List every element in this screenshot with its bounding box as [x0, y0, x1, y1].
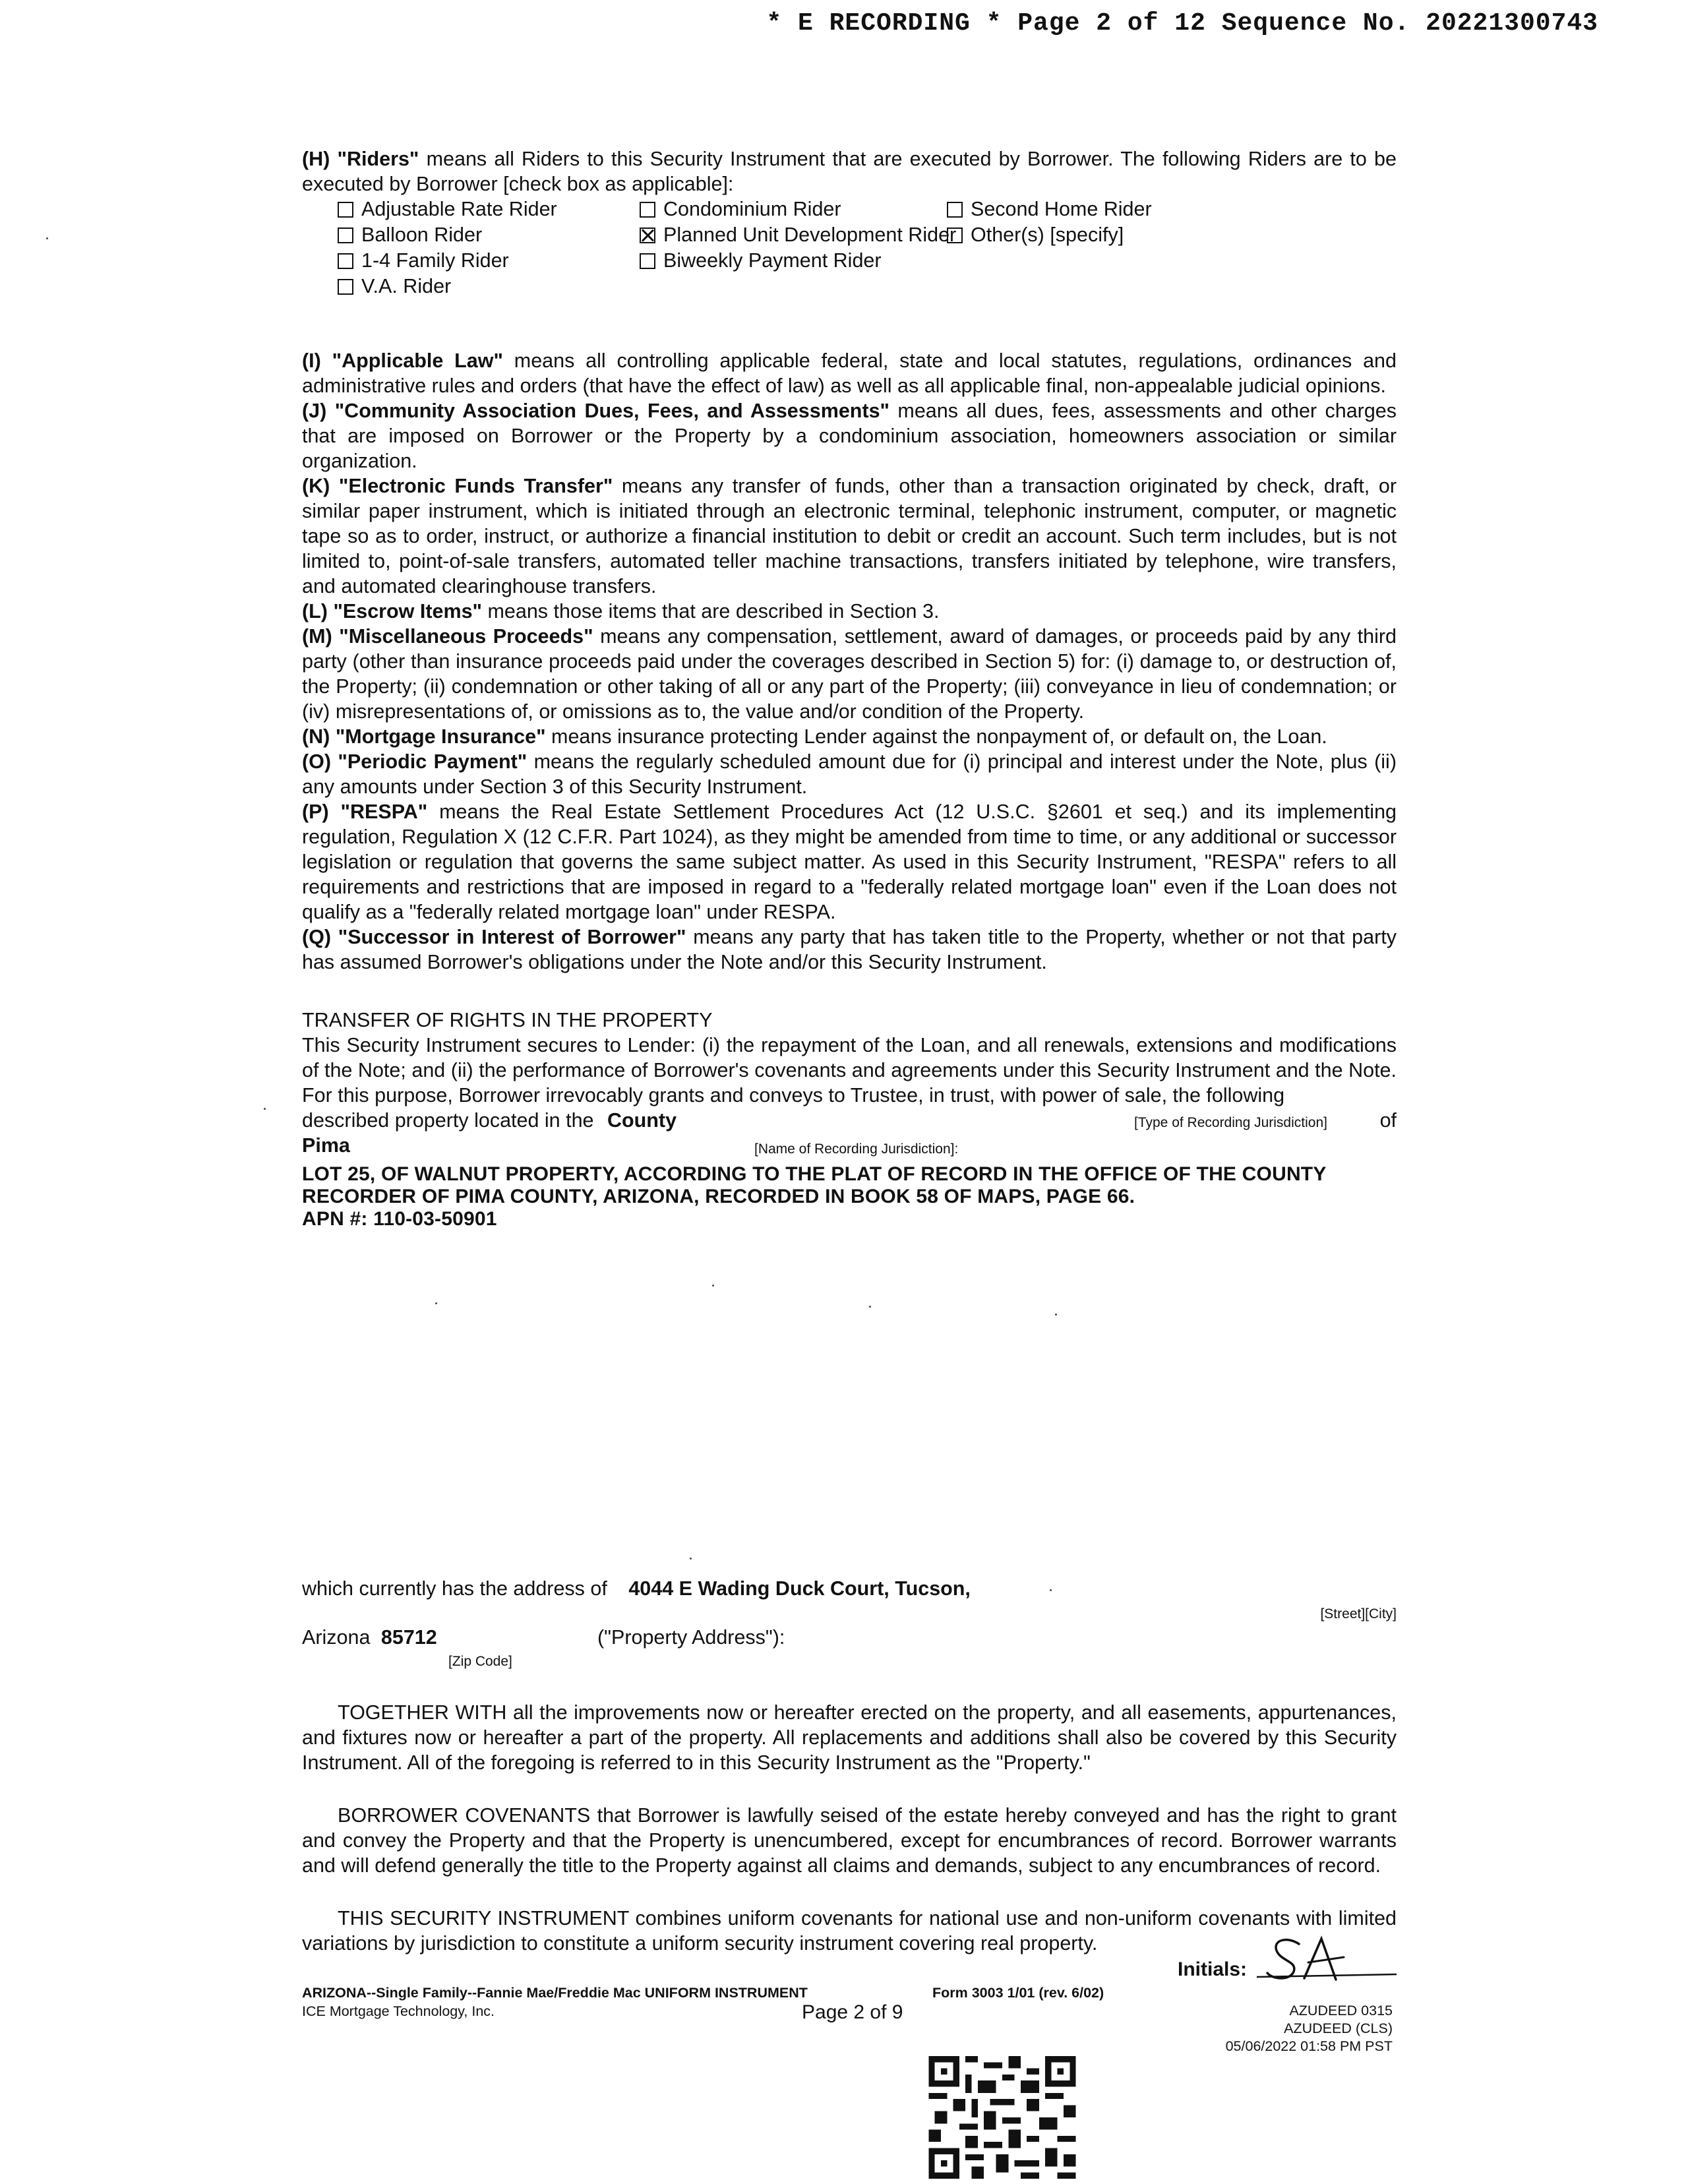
recording-header: * E RECORDING * Page 2 of 12 Sequence No. 20221300743: [766, 9, 1598, 38]
document-body: [302, 146, 1397, 1230]
street-city: 4044 E Wading Duck Court, Tucson,: [628, 1577, 971, 1600]
initials-signature-image: [1253, 1932, 1398, 1985]
checkbox-icon[interactable]: [338, 228, 353, 243]
state: Arizona: [302, 1626, 371, 1649]
jurisdiction-name-caption: [Name of Recording Jurisdiction]:: [754, 1141, 959, 1157]
transfer-text: This Security Instrument secures to Lender: (i) the repayment of the Loan, and all renewals, extensions and modifications of the Note; and (ii) the performance of Borrower's covenants and agreements under this Security Instrument and the Note. For this purpose, Borrower irrevocably grants and conveys to Trustee, in trust, with power of sale, the following: [302, 1034, 1397, 1107]
definition-successor-in-interest: (Q) "Successor in Interest of Borrower" means any party that has taken title to the Property, whether or not that party has assumed Borrower's obligations under the Note and/or this Security Instrument.: [302, 926, 1397, 973]
doc-code-2: AZUDEED (CLS): [1284, 2020, 1393, 2036]
jurisdiction-name-row: [302, 1133, 1397, 1158]
checkbox-icon[interactable]: [947, 228, 963, 243]
rider-biweekly-payment[interactable]: Biweekly Payment Rider: [640, 248, 947, 274]
definition-miscellaneous-proceeds: (M) "Miscellaneous Proceeds" means any compensation, settlement, award of damages, or proceeds paid by any third party (other than insurance proceeds paid under the coverages described in Section 5) for: (i) damage to, or destruction of, the Property; (ii) condemnation or other taking of all or any part of the Property; (iii) conveyance in lieu of condemnation; or (iv) misrepresentations of, or omissions as to, the value and/or condition of the Property.: [302, 625, 1397, 723]
rider-balloon[interactable]: Balloon Rider: [338, 222, 640, 248]
zip-code-caption: [Zip Code]: [448, 1654, 512, 1669]
riders-checkbox-grid: [338, 197, 1397, 299]
form-number: Form 3003 1/01 (rev. 6/02): [932, 1985, 1104, 2001]
checkbox-icon[interactable]: [947, 202, 963, 218]
jurisdiction-name: Pima: [302, 1134, 350, 1157]
barcode-icon: [927, 2056, 1077, 2179]
checkbox-icon[interactable]: [338, 202, 353, 218]
jurisdiction-type-row: described property located in the County [Type of Recording Jurisdiction] of: [302, 1108, 1397, 1133]
initials-label: Initials:: [1178, 1958, 1248, 1980]
footer-left: [302, 1984, 808, 2020]
checked-checkbox-icon[interactable]: [640, 228, 655, 243]
checkbox-icon[interactable]: [338, 279, 353, 295]
definition-applicable-law: (I) "Applicable Law" means all controlling applicable federal, state and local statutes, regulations, ordinances and administrative rules and orders (that have the effect of law) as well as all applicable final, non-appealable judicial opinions.: [302, 349, 1397, 397]
doc-code-1: AZUDEED 0315: [1289, 2003, 1393, 2018]
definition-riders: (H) "Riders" means all Riders to this Security Instrument that are executed by Borrower. The following Riders are to be executed by Borrower [check box as applicable]:: [302, 148, 1397, 195]
state-zip-row: [302, 1626, 1397, 1649]
definition-periodic-payment: (O) "Periodic Payment" means the regularly scheduled amount due for (i) principal and interest under the Note, plus (ii) any amounts under Section 3 of this Security Instrument.: [302, 750, 1397, 798]
definition-mortgage-insurance: (N) "Mortgage Insurance" means insurance protecting Lender against the nonpayment of, or default on, the Loan.: [302, 725, 1327, 748]
rider-adjustable-rate[interactable]: Adjustable Rate Rider: [338, 197, 640, 222]
company-name: ICE Mortgage Technology, Inc.: [302, 2003, 495, 2019]
street-city-caption: [Street][City]: [1320, 1606, 1397, 1622]
definition-respa: (P) "RESPA" means the Real Estate Settlement Procedures Act (12 U.S.C. §2601 et seq.) and its implementing regulation, Regulation X (12 C.F.R. Part 1024), as they might be amended from time to time, or any additional or successor legislation or regulation that governs the same subject matter. As used in this Security Instrument, "RESPA" refers to all requirements and restrictions that are imposed in regard to a "federally related mortgage loan" even if the Loan does not qualify as a "federally related mortgage loan" under RESPA.: [302, 801, 1397, 923]
rider-condominium[interactable]: Condominium Rider: [640, 197, 947, 222]
property-address-label: ("Property Address"):: [597, 1626, 785, 1649]
definition-electronic-funds-transfer: (K) "Electronic Funds Transfer" means any transfer of funds, other than a transaction originated by check, draft, or similar paper instrument, which is initiated through an electronic terminal, telephonic instrument, computer, or magnetic tape so as to order, instruct, or authorize a financial institution to debit or credit an account. Such term includes, but is not limited to, point-of-sale transfers, automated teller machine transactions, transfers initiated by telephone, wire transfers, and automated clearinghouse transfers.: [302, 475, 1397, 597]
property-address-row: which currently has the address of 4044 E Wading Duck Court, Tucson,: [302, 1577, 971, 1600]
page-number: Page 2 of 9: [802, 2001, 903, 2023]
borrower-covenants-paragraph: BORROWER COVENANTS that Borrower is lawfully seised of the estate hereby conveyed and has the right to grant and convey the Property and that the Property is unencumbered, except for encumbrances of record. Borrower warrants and will defend generally the title to the Property against all claims and demands, subject to any encumbrances of record.: [302, 1804, 1397, 1877]
rider-1-4-family[interactable]: 1-4 Family Rider: [338, 248, 640, 274]
rider-va[interactable]: V.A. Rider: [338, 274, 640, 299]
timestamp: 05/06/2022 01:58 PM PST: [1225, 2038, 1393, 2054]
zip-code: 85712: [380, 1626, 437, 1649]
rider-empty-cell: [947, 248, 1211, 274]
definition-community-association: (J) "Community Association Dues, Fees, and Assessments" means all dues, fees, assessments and other charges that are imposed on Borrower or the Property by a condominium association, homeowners association or similar organization.: [302, 400, 1397, 472]
rider-second-home[interactable]: Second Home Rider: [947, 197, 1211, 222]
rider-planned-unit-development[interactable]: Planned Unit Development Rider: [640, 222, 947, 248]
checkbox-icon[interactable]: [338, 253, 353, 269]
footer-right: [1226, 2002, 1393, 2055]
form-title: ARIZONA--Single Family--Fannie Mae/Freddie Mac UNIFORM INSTRUMENT: [302, 1985, 808, 2001]
transfer-section-title: TRANSFER OF RIGHTS IN THE PROPERTY: [302, 1009, 713, 1031]
jurisdiction-type: County: [607, 1109, 677, 1132]
of-word: of: [1379, 1109, 1397, 1132]
rider-other[interactable]: Other(s) [specify]: [947, 222, 1211, 248]
jurisdiction-type-caption: [Type of Recording Jurisdiction]: [1134, 1115, 1327, 1130]
together-with-paragraph: TOGETHER WITH all the improvements now or hereafter erected on the property, and all easements, appurtenances, and fixtures now or hereafter a part of the property. All replacements and additions shall also be covered by this Security Instrument. All of the foregoing is referred to in this Security Instrument as the "Property.": [302, 1701, 1397, 1774]
definition-escrow-items: (L) "Escrow Items" means those items that are described in Section 3.: [302, 600, 940, 622]
legal-description: LOT 25, OF WALNUT PROPERTY, ACCORDING TO THE PLAT OF RECORD IN THE OFFICE OF THE COUNTY RECORDER OF PIMA COUNTY, ARIZONA, RECORDED IN BOOK 58 OF MAPS, PAGE 66. APN #: 110-03-50901: [302, 1163, 1327, 1230]
checkbox-icon[interactable]: [640, 253, 655, 269]
security-instrument-paragraph: THIS SECURITY INSTRUMENT combines uniform covenants for national use and non-uniform covenants with limited variations by jurisdiction to constitute a uniform security instrument covering real property.: [302, 1907, 1397, 1955]
checkbox-icon[interactable]: [640, 202, 655, 218]
